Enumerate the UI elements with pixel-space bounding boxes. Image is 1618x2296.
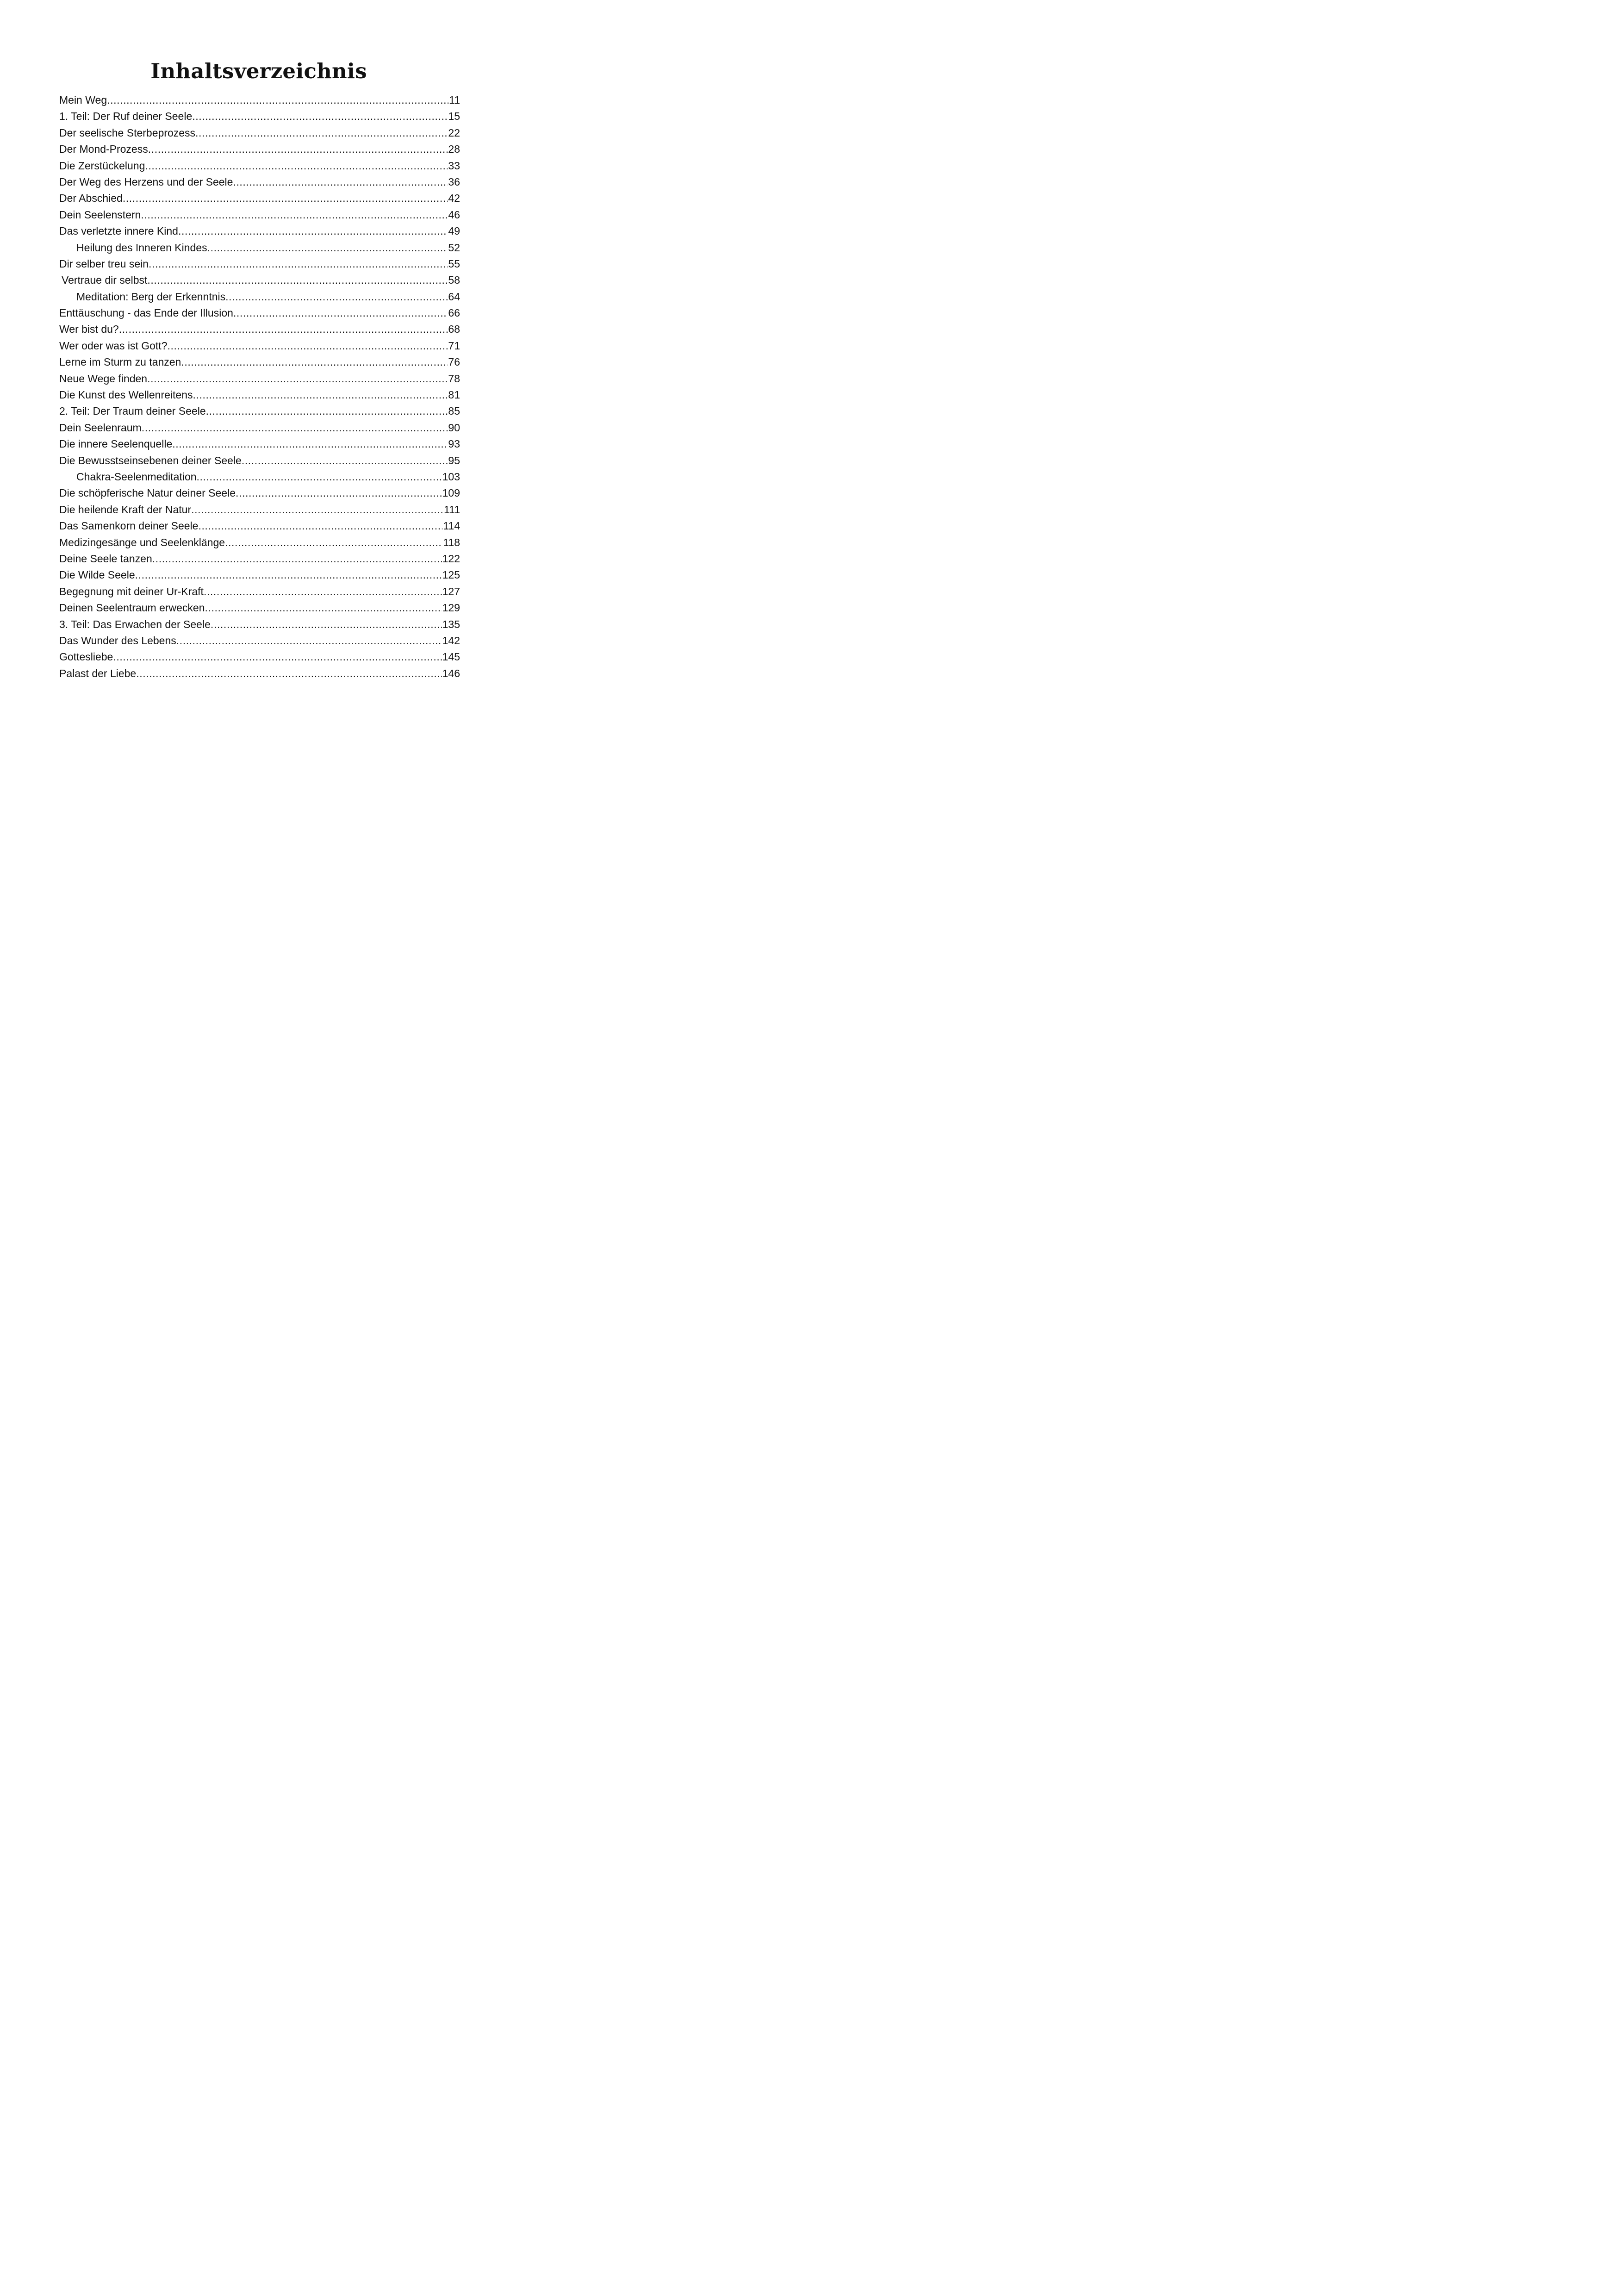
toc-entry-page-number: 68 [448, 323, 460, 336]
toc-entry[interactable] [59, 125, 460, 141]
toc-entry-page-number: 135 [442, 618, 460, 630]
toc-entry[interactable] [59, 387, 460, 403]
toc-entry[interactable] [59, 92, 460, 108]
toc-entry-page-number: 28 [448, 143, 460, 156]
toc-entry-title: Deinen Seelentraum erwecken [59, 602, 205, 614]
dot-leader [225, 289, 448, 305]
dot-leader [141, 207, 448, 223]
toc-entry-page-number: 78 [448, 372, 460, 385]
dot-leader [181, 354, 448, 370]
toc-entry-page-number: 118 [443, 536, 460, 548]
dot-leader [204, 584, 442, 600]
toc-entry[interactable] [59, 420, 460, 436]
dot-leader [191, 502, 443, 518]
dot-leader [242, 453, 448, 469]
toc-entry[interactable] [59, 321, 460, 337]
toc-entry-page-number: 55 [448, 257, 460, 270]
toc-entry-title: Enttäuschung - das Ende der Illusion [59, 307, 233, 319]
toc-entry-title: Dir selber treu sein [59, 257, 149, 270]
dot-leader [193, 387, 448, 403]
toc-entry-title: Begegnung mit deiner Ur-Kraft [59, 585, 204, 597]
toc-entry-title: Deine Seele tanzen [59, 552, 152, 565]
toc-entry[interactable] [59, 190, 460, 206]
dot-leader [145, 158, 448, 174]
dot-leader [147, 371, 448, 387]
toc-entry-page-number: 85 [448, 405, 460, 417]
dot-leader [148, 141, 448, 157]
toc-entry-page-number: 15 [448, 110, 460, 123]
toc-entry-title: Das Wunder des Lebens [59, 634, 176, 647]
toc-entry-page-number: 114 [443, 520, 460, 532]
toc-page [0, 0, 517, 728]
toc-entry-title: Die schöpferische Natur deiner Seele [59, 487, 236, 499]
toc-entry-page-number: 111 [444, 503, 460, 516]
toc-entry[interactable] [59, 371, 460, 387]
toc-entry-page-number: 36 [448, 175, 460, 188]
dot-leader [205, 600, 442, 616]
toc-entry[interactable] [59, 223, 460, 239]
dot-leader [198, 518, 442, 534]
dot-leader [207, 240, 448, 256]
toc-entry-title: Die innere Seelenquelle [59, 438, 173, 450]
toc-entry[interactable] [59, 174, 460, 190]
toc-entry[interactable] [59, 453, 460, 469]
toc-entry-page-number: 125 [442, 569, 460, 581]
toc-entry-page-number: 52 [448, 241, 460, 254]
toc-entry[interactable] [59, 141, 460, 157]
dot-leader [123, 190, 448, 206]
toc-entry[interactable] [59, 354, 460, 370]
toc-entry-title: Der Mond-Prozess [59, 143, 148, 156]
toc-entry-page-number: 146 [442, 667, 460, 679]
toc-entry-title: Dein Seelenstern [59, 208, 141, 221]
dot-leader [107, 92, 448, 108]
toc-entry[interactable] [59, 240, 460, 256]
toc-entry-page-number: 145 [442, 651, 460, 663]
toc-entry[interactable] [59, 649, 460, 665]
toc-entry-title: Das verletzte innere Kind [59, 225, 178, 237]
dot-leader [195, 125, 448, 141]
page-title: Inhaltsverzeichnis [150, 59, 367, 83]
toc-entry[interactable] [59, 108, 460, 124]
toc-entry[interactable] [59, 535, 460, 551]
dot-leader [233, 305, 448, 321]
toc-entry[interactable] [59, 403, 460, 419]
dot-leader [225, 535, 442, 551]
toc-entry-page-number: 103 [442, 470, 460, 483]
toc-entry[interactable] [59, 502, 460, 518]
dot-leader [211, 616, 442, 633]
toc-entry-page-number: 129 [442, 602, 460, 614]
toc-entry[interactable] [59, 436, 460, 452]
toc-entry-page-number: 66 [448, 307, 460, 319]
dot-leader [149, 256, 448, 272]
toc-entry-title: Meditation: Berg der Erkenntnis [76, 290, 226, 303]
toc-entry[interactable] [59, 633, 460, 649]
toc-entry-page-number: 76 [448, 356, 460, 368]
dot-leader [119, 321, 448, 337]
toc-entry-title: Lerne im Sturm zu tanzen [59, 356, 181, 368]
toc-entry-page-number: 71 [448, 339, 460, 352]
toc-entry-title: Die Wilde Seele [59, 569, 135, 581]
dot-leader [236, 485, 442, 501]
toc-entry[interactable] [59, 272, 460, 288]
toc-entry[interactable] [59, 616, 460, 633]
dot-leader [135, 567, 442, 583]
toc-entry[interactable] [59, 567, 460, 583]
toc-entry-page-number: 93 [448, 438, 460, 450]
toc-entry-page-number: 90 [448, 421, 460, 434]
toc-entry[interactable] [59, 256, 460, 272]
dot-leader [147, 272, 448, 288]
toc-entry-page-number: 81 [448, 389, 460, 401]
dot-leader [233, 174, 448, 190]
toc-entry[interactable] [59, 338, 460, 354]
toc-entry-title: Der Weg des Herzens und der Seele [59, 175, 233, 188]
dot-leader [113, 649, 442, 665]
toc-entry-page-number: 95 [448, 454, 460, 467]
toc-entry-page-number: 58 [448, 274, 460, 286]
dot-leader [206, 403, 448, 419]
toc-entry-title: Das Samenkorn deiner Seele [59, 520, 199, 532]
dot-leader [178, 223, 448, 239]
toc-entry-title: Palast der Liebe [59, 667, 137, 679]
toc-entry[interactable] [59, 469, 460, 485]
toc-entry-title: Wer oder was ist Gott? [59, 339, 168, 352]
toc-entry-title: Gottesliebe [59, 651, 113, 663]
toc-entry-title: Dein Seelenraum [59, 421, 142, 434]
toc-entry-title: 1. Teil: Der Ruf deiner Seele [59, 110, 193, 123]
toc-entry-title: 3. Teil: Das Erwachen der Seele [59, 618, 211, 630]
toc-entry-title: Die heilende Kraft der Natur [59, 503, 192, 516]
toc-entry-page-number: 22 [448, 126, 460, 139]
toc-entry-page-number: 109 [442, 487, 460, 499]
toc-entry-title: Neue Wege finden [59, 372, 148, 385]
toc-entry[interactable] [59, 289, 460, 305]
toc-entry-page-number: 46 [448, 208, 460, 221]
toc-entry-title: Die Zerstückelung [59, 159, 145, 172]
toc-entry-page-number: 122 [442, 552, 460, 565]
dot-leader [136, 666, 442, 682]
toc-entry[interactable] [59, 584, 460, 600]
dot-leader [172, 436, 448, 452]
dot-leader [192, 108, 448, 124]
toc-entry[interactable] [59, 207, 460, 223]
dot-leader [176, 633, 442, 649]
toc-entry-title: Heilung des Inneren Kindes [76, 241, 207, 254]
toc-entry[interactable] [59, 485, 460, 501]
toc-entry-page-number: 142 [442, 634, 460, 647]
toc-entry-title: Der seelische Sterbeprozess [59, 126, 196, 139]
toc-entry-page-number: 11 [449, 94, 460, 106]
toc-entry-title: Medizingesänge und Seelenklänge [59, 536, 225, 548]
toc-entry-page-number: 64 [448, 290, 460, 303]
toc-entry-title: Die Kunst des Wellenreitens [59, 389, 193, 401]
toc-entry-page-number: 33 [448, 159, 460, 172]
toc-entry-page-number: 42 [448, 192, 460, 205]
toc-entry-title: Der Abschied [59, 192, 123, 205]
toc-entry[interactable] [59, 158, 460, 174]
toc-entry[interactable] [59, 551, 460, 567]
table-of-contents [59, 92, 460, 682]
toc-entry-title: Chakra-Seelenmeditation [76, 470, 197, 483]
dot-leader [142, 420, 448, 436]
toc-entry[interactable] [59, 600, 460, 616]
toc-entry-title: Wer bist du? [59, 323, 119, 336]
toc-entry-title: Mein Weg [59, 94, 107, 106]
toc-entry[interactable] [59, 305, 460, 321]
dot-leader [168, 338, 448, 354]
toc-entry[interactable] [59, 666, 460, 682]
dot-leader [197, 469, 442, 485]
toc-entry-title: Vertraue dir selbst [62, 274, 148, 286]
toc-entry-title: 2. Teil: Der Traum deiner Seele [59, 405, 206, 417]
dot-leader [152, 551, 442, 567]
toc-entry-page-number: 49 [448, 225, 460, 237]
toc-entry[interactable] [59, 518, 460, 534]
toc-entry-page-number: 127 [442, 585, 460, 597]
toc-entry-title: Die Bewusstseinsebenen deiner Seele [59, 454, 242, 467]
